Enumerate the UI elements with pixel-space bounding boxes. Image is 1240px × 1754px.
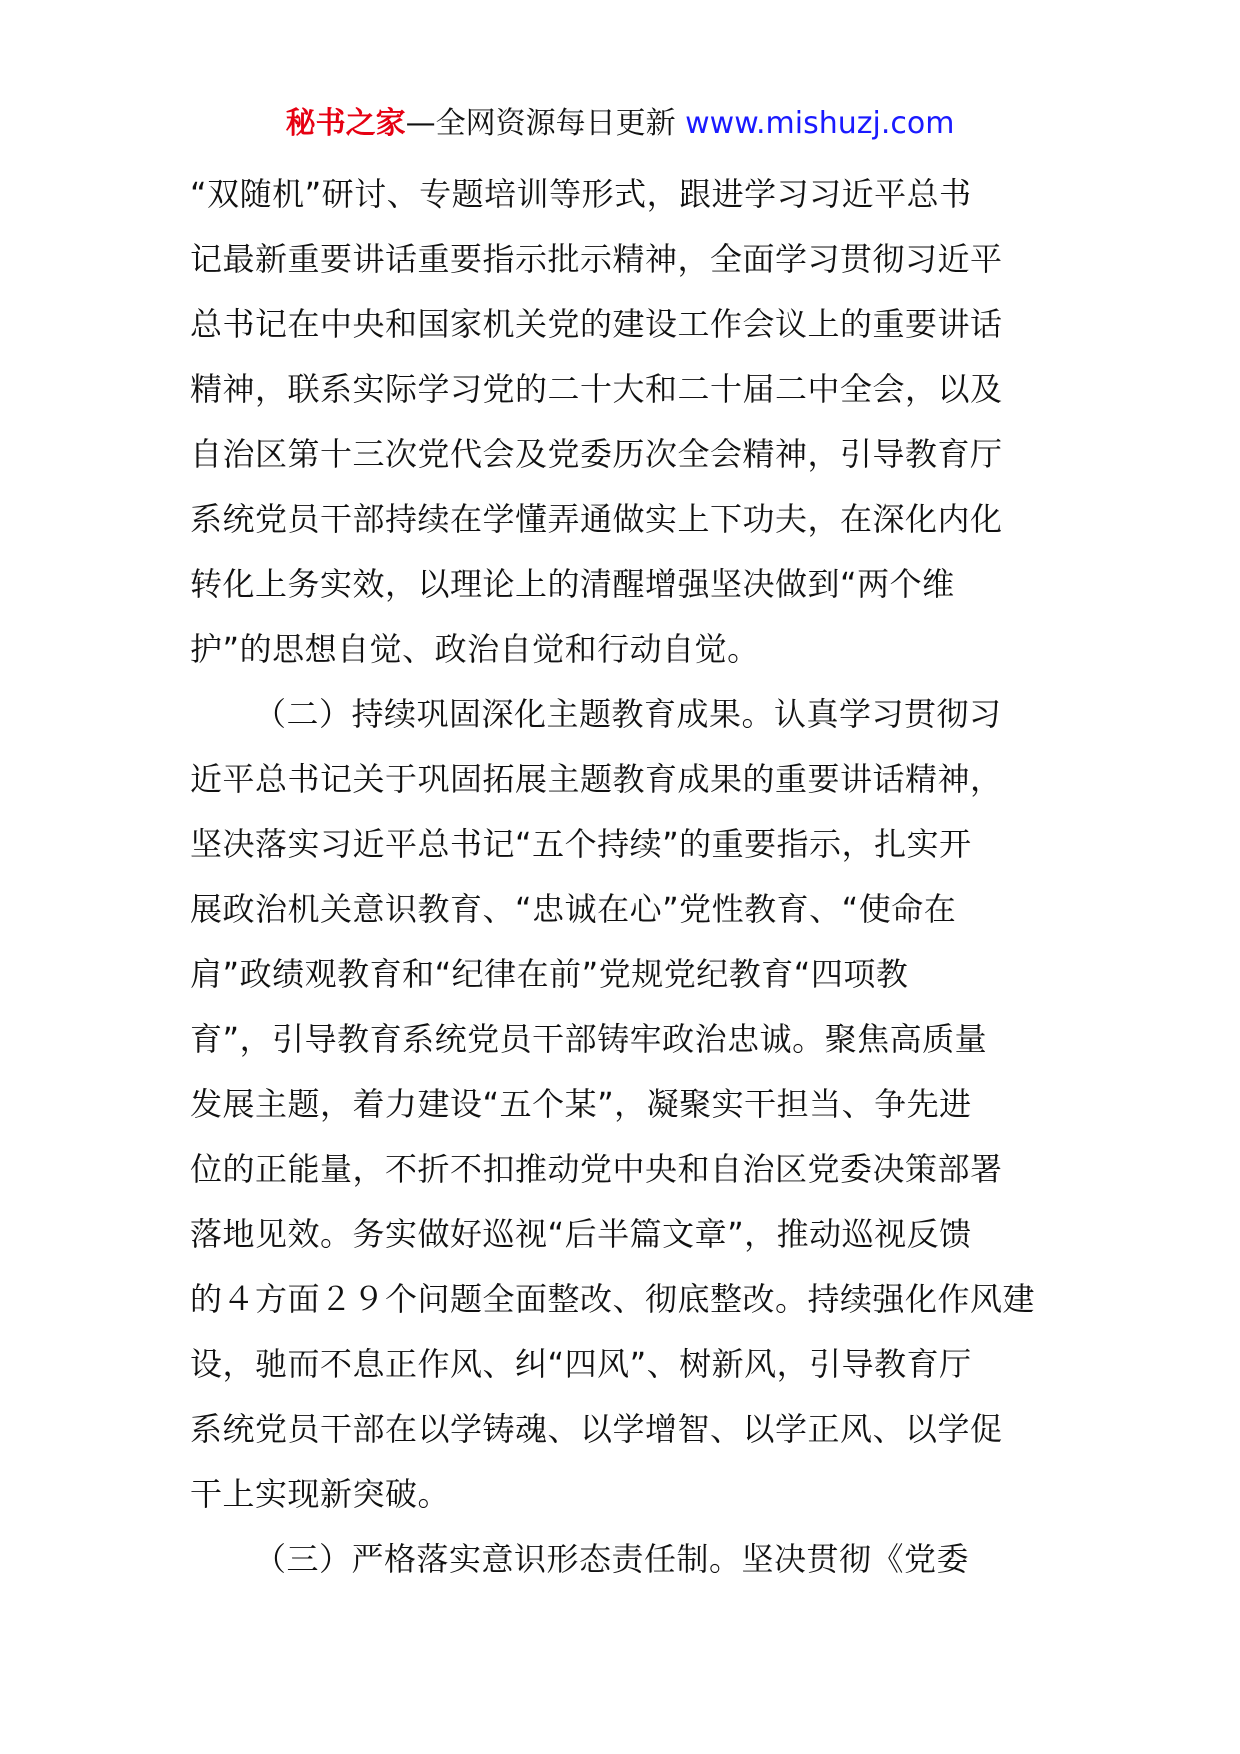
text-line: 干上实现新突破。 (190, 1475, 451, 1513)
text-line: 肩”政绩观教育和“纪律在前”党规党纪教育“四项教 (190, 955, 909, 993)
document-body (190, 162, 1052, 1592)
header-separator: — (405, 106, 436, 141)
site-header (0, 102, 1240, 146)
text-line: 的４方面２９个问题全面整改、彻底整改。持续强化作风建 (190, 1280, 1036, 1318)
text-line: 发展主题，着力建设“五个某”，凝聚实干担当、争先进 (190, 1085, 972, 1123)
text-line: 近平总书记关于巩固拓展主题教育成果的重要讲话精神， (190, 760, 1003, 798)
text-line: 护”的思想自觉、政治自觉和行动自觉。 (190, 630, 760, 668)
text-line: 落地见效。务实做好巡视“后半篇文章”，推动巡视反馈 (190, 1215, 972, 1253)
site-tagline: 全网资源每日更新 (435, 106, 676, 141)
text-line: 总书记在中央和国家机关党的建设工作会议上的重要讲话 (190, 305, 1003, 343)
site-brand: 秘书之家 (285, 106, 406, 141)
text-line: 设，驰而不息正作风、纠“四风”、树新风，引导教育厅 (190, 1345, 972, 1383)
text-line: 精神，联系实际学习党的二十大和二十届二中全会，以及 (190, 370, 1003, 408)
text-line: 记最新重要讲话重要指示批示精神，全面学习贯彻习近平 (190, 240, 1003, 278)
site-url-link[interactable]: www.mishuzj.com (685, 106, 955, 141)
text-line: 展政治机关意识教育、“忠诚在心”党性教育、“使命在 (190, 890, 957, 928)
text-line: 自治区第十三次党代会及党委历次全会精神，引导教育厅 (190, 435, 1003, 473)
text-line: “双随机”研讨、专题培训等形式，跟进学习习近平总书 (190, 175, 972, 213)
text-line: 育”，引导教育系统党员干部铸牢政治忠诚。聚焦高质量 (190, 1020, 988, 1058)
text-line: 坚决落实习近平总书记“五个持续”的重要指示，扎实开 (190, 825, 972, 863)
text-line: 转化上务实效，以理论上的清醒增强坚决做到“两个维 (190, 565, 955, 603)
text-line: 系统党员干部持续在学懂弄通做实上下功夫，在深化内化 (190, 500, 1003, 538)
text-line: 位的正能量，不折不扣推动党中央和自治区党委决策部署 (190, 1150, 1003, 1188)
section-heading-line: （三）严格落实意识形态责任制。坚决贯彻《党委 (254, 1540, 970, 1578)
section-heading-line: （二）持续巩固深化主题教育成果。认真学习贯彻习 (254, 695, 1002, 733)
text-line: 系统党员干部在以学铸魂、以学增智、以学正风、以学促 (190, 1410, 1003, 1448)
